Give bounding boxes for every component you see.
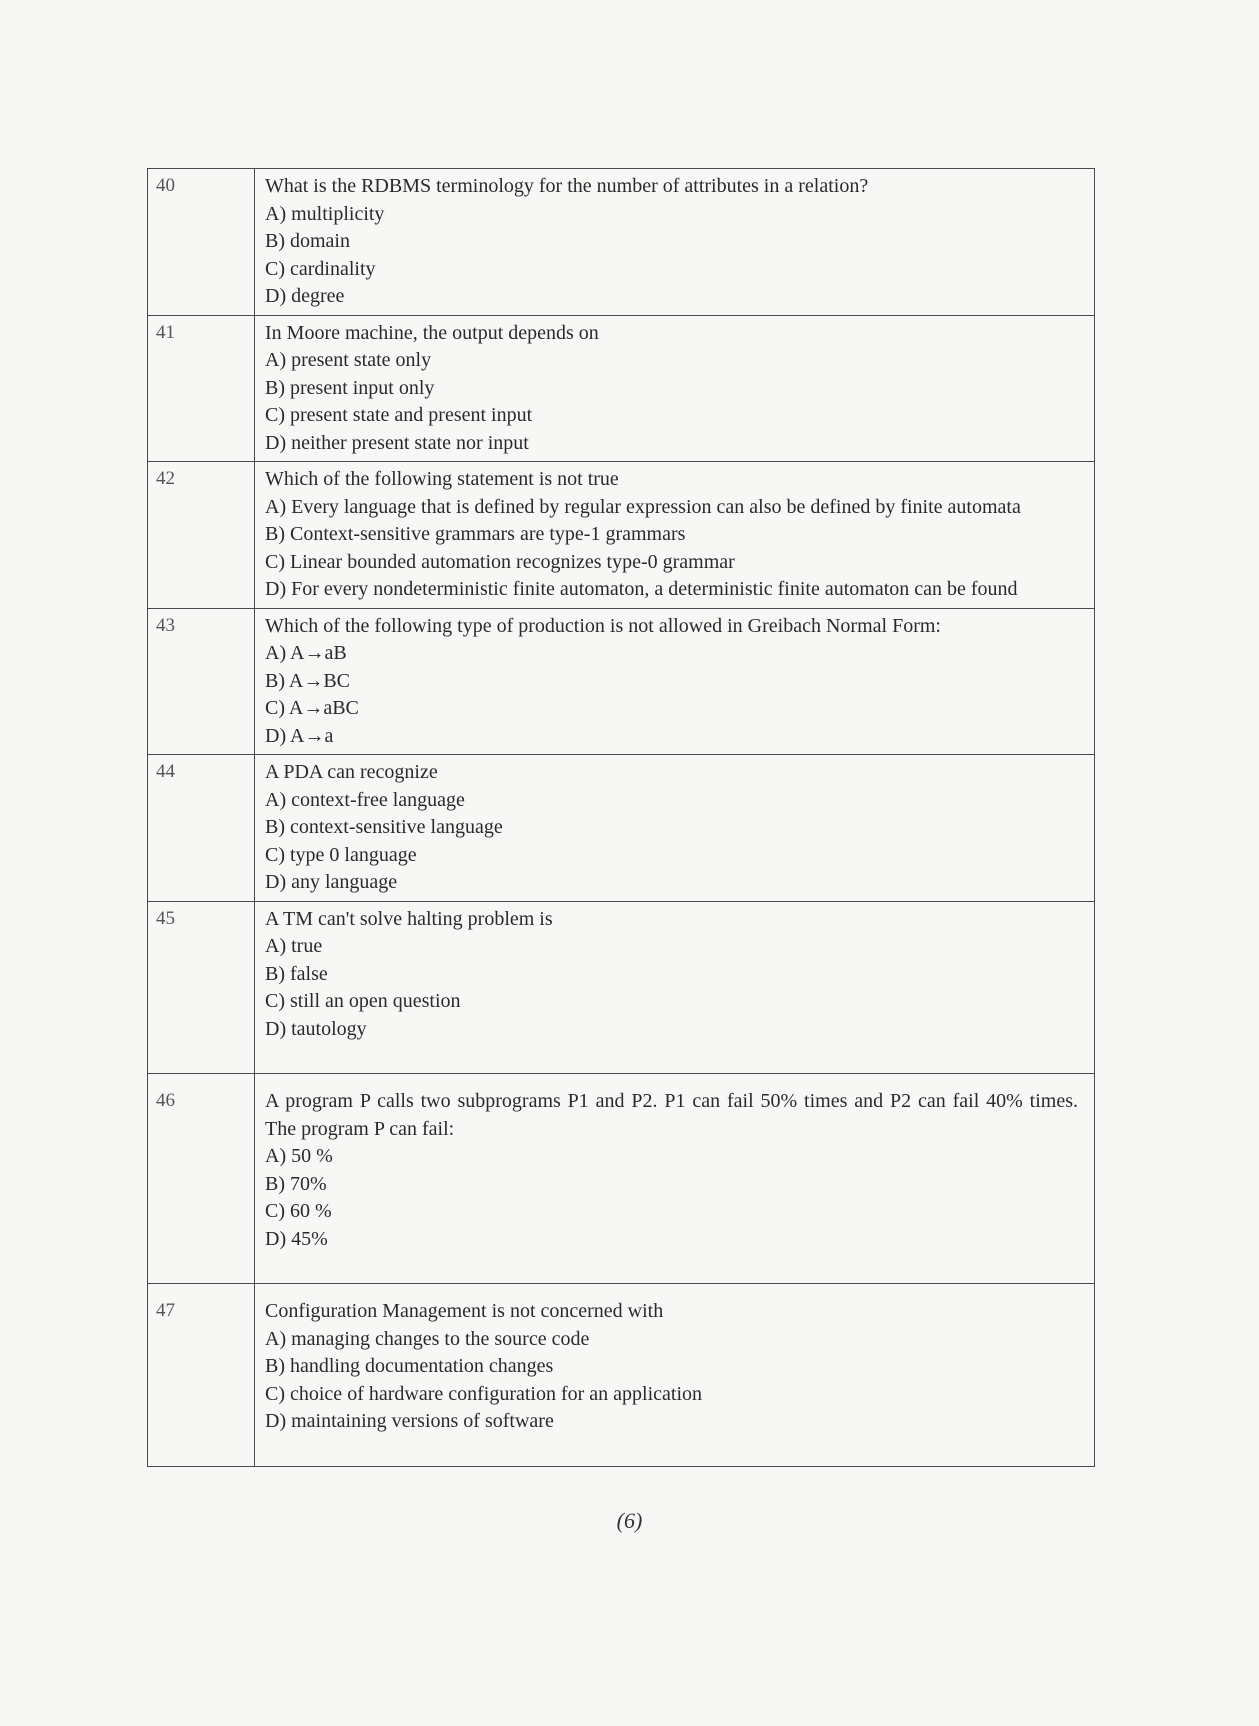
option-a: A) context-free language [265, 788, 465, 811]
option-a: A) 50 % [265, 1145, 333, 1167]
option-b: B) domain [265, 230, 350, 252]
option-a: A) managing changes to the source code [265, 1327, 590, 1350]
option-c: C) still an open question [265, 990, 461, 1012]
question-body [255, 169, 1095, 316]
question-number: 45 [148, 901, 255, 1074]
question-body [255, 1284, 1095, 1467]
option-d: D) 45% [265, 1227, 328, 1250]
question-body [255, 755, 1095, 902]
option-b: B) context-sensitive language [265, 816, 503, 838]
question-number: 40 [148, 169, 255, 316]
question-body [255, 462, 1095, 609]
page-number: (6) [616, 1508, 643, 1533]
question-text: A program P calls two subprograms P1 and P2. P1 can fail 50% times and P2 can fail 40% times. The program P can fail: [265, 1090, 1078, 1140]
question-row-44 [148, 755, 1095, 902]
option-b: B) false [265, 962, 328, 985]
question-text: Which of the following type of production is not allowed in Greibach Normal Form: [265, 614, 941, 637]
question-row-46 [148, 1074, 1095, 1284]
option-d: D) tautology [265, 1017, 367, 1040]
option-a: A) Every language that is defined by regular expression can also be defined by finite automata [265, 495, 1021, 518]
option-b: B) handling documentation changes [265, 1355, 554, 1377]
option-b: B) present input only [265, 376, 435, 399]
option-d: D) any language [265, 871, 398, 893]
option-c: C) type 0 language [265, 843, 417, 866]
option-d: D) neither present state nor input [265, 431, 529, 454]
option-b: B) Context-sensitive grammars are type-1 grammars [265, 523, 686, 545]
question-number: 42 [148, 462, 255, 609]
option-c: C) 60 % [265, 1200, 332, 1222]
question-row-42 [148, 462, 1095, 609]
option-a: A) multiplicity [265, 202, 385, 225]
question-number: 41 [148, 315, 255, 462]
question-body [255, 901, 1095, 1074]
question-text: Configuration Management is not concerned with [265, 1300, 664, 1322]
option-a: A) A→aB [265, 642, 347, 664]
option-d: D) maintaining versions of software [265, 1410, 554, 1432]
option-d: D) degree [265, 285, 345, 307]
question-row-45 [148, 901, 1095, 1074]
question-text: A PDA can recognize [265, 761, 438, 783]
option-c: C) A→aBC [265, 697, 359, 719]
option-c: C) cardinality [265, 257, 376, 280]
question-text: Which of the following statement is not true [265, 468, 619, 490]
question-row-43 [148, 608, 1095, 755]
question-number: 44 [148, 755, 255, 902]
question-row-41 [148, 315, 1095, 462]
question-number: 46 [148, 1074, 255, 1284]
question-table [147, 168, 1095, 1467]
option-c: C) Linear bounded automation recognizes type-0 grammar [265, 550, 735, 573]
question-row-40 [148, 169, 1095, 316]
option-d: D) For every nondeterministic finite automaton, a deterministic finite automaton can be found [265, 578, 1018, 600]
question-body [255, 315, 1095, 462]
question-body [255, 608, 1095, 755]
option-c: C) present state and present input [265, 404, 533, 426]
question-text: What is the RDBMS terminology for the number of attributes in a relation? [265, 175, 869, 197]
question-text: In Moore machine, the output depends on [265, 321, 599, 344]
option-d: D) A→a [265, 724, 334, 747]
question-number: 47 [148, 1284, 255, 1467]
option-b: B) 70% [265, 1172, 327, 1195]
question-text: A TM can't solve halting problem is [265, 907, 553, 930]
question-number: 43 [148, 608, 255, 755]
option-c: C) choice of hardware configuration for an application [265, 1382, 703, 1405]
option-a: A) present state only [265, 349, 432, 371]
question-row-47 [148, 1284, 1095, 1467]
option-b: B) A→BC [265, 669, 351, 692]
question-body [255, 1074, 1095, 1284]
option-a: A) true [265, 935, 323, 957]
